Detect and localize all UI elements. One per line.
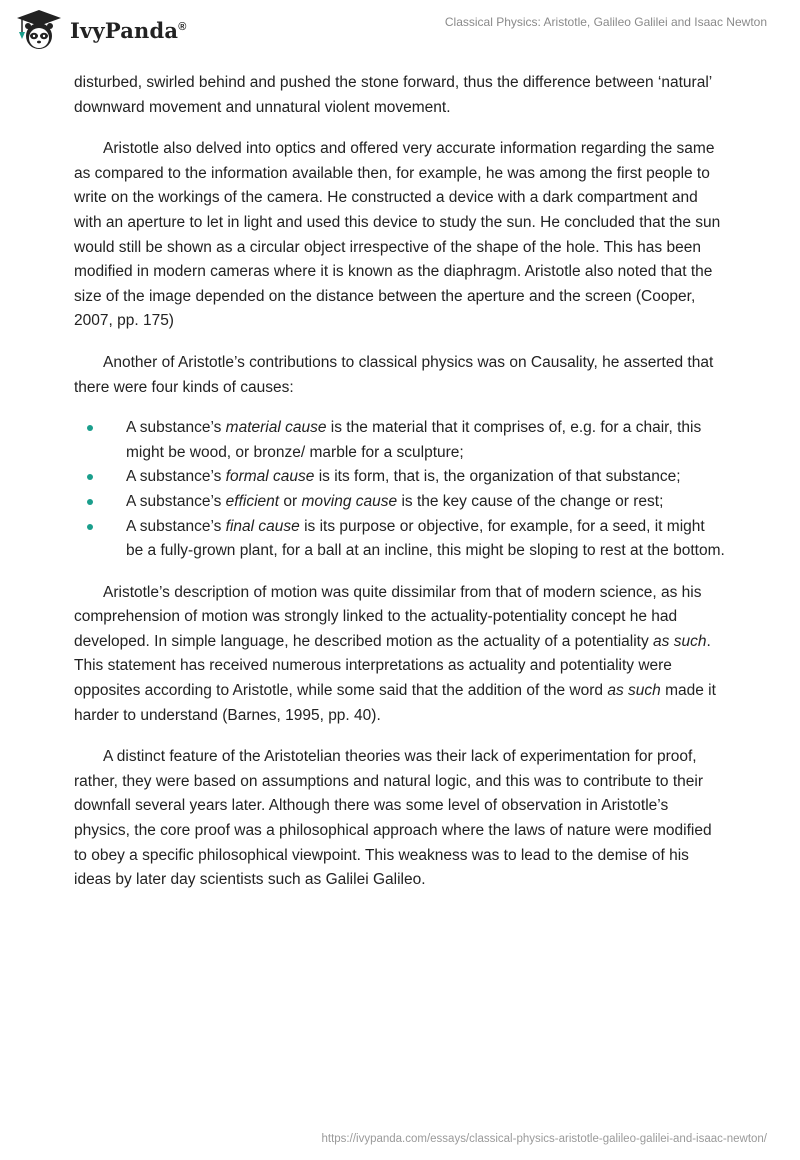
list-item: A substance’s material cause is the material that it comprises of, e.g. for a chair, this might be wood, or bronze/ marble for a sculpture; bbox=[74, 416, 726, 465]
list-item: A substance’s efficient or moving cause is the key cause of the change or rest; bbox=[74, 490, 726, 515]
bullet-dot-icon bbox=[87, 474, 93, 480]
bullet-dot-icon bbox=[87, 524, 93, 530]
ivypanda-logo[interactable] bbox=[14, 8, 187, 52]
panda-graduate-icon bbox=[14, 8, 64, 52]
causes-list bbox=[74, 416, 726, 564]
paragraph: Aristotle also delved into optics and offered very accurate information regarding the same as compared to the information available then, for example, he was among the first people to write on the workings of the camera. He constructed a device with a dark compartment and with an aperture to let in light and used this device to study the sun. He concluded that the sun would still be shown as a circular object irrespective of the shape of the hole. This has been modified in modern cameras where it is known as the diaphragm. Aristotle also noted that the size of the image depended on the distance between the aperture and the screen (Cooper, 2007, pp. 175) bbox=[74, 140, 721, 330]
source-url[interactable]: https://ivypanda.com/essays/classical-physics-aristotle-galileo-galilei-and-isaac-newton/ bbox=[321, 1133, 767, 1145]
paragraph: Aristotle’s description of motion was quite dissimilar from that of modern science, as his comprehension of motion was strongly linked to the actuality-potentiality concept he had developed. In simple language, he described motion as the actuality of a potentiality as such. This statement has received numerous interpretations as actuality and potentiality were opposites according to Aristotle, while some said that the addition of the word as such made it harder to understand (Barnes, 1995, pp. 40). bbox=[74, 583, 716, 724]
bullet-dot-icon bbox=[87, 499, 93, 505]
page-header bbox=[0, 0, 800, 66]
paragraph: Another of Aristotle’s contributions to classical physics was on Causality, he asserted that there were four kinds of causes: bbox=[74, 353, 714, 396]
list-item: A substance’s final cause is its purpose or objective, for example, for a seed, it might be a fully-grown plant, for a ball at an incline, this might be sloping to rest at the bottom. bbox=[74, 515, 726, 564]
document-title: Classical Physics: Aristotle, Galileo Galilei and Isaac Newton bbox=[444, 15, 767, 29]
brand-name: IvyPanda® bbox=[70, 17, 187, 43]
paragraph: A distinct feature of the Aristotelian theories was their lack of experimentation for proof, rather, they were based on assumptions and natural logic, and this was to contribute to their downfall several years later. Although there was some level of observation in Aristotle’s physics, the core proof was a philosophical approach where the laws of nature were modified to obey a specific philosophical viewpoint. This weakness was to lead to the demise of his ideas by later day scientists such as Galilei Galileo. bbox=[74, 748, 712, 889]
essay-body bbox=[74, 71, 726, 910]
list-item: A substance’s formal cause is its form, that is, the organization of that substance; bbox=[74, 465, 726, 490]
paragraph: disturbed, swirled behind and pushed the stone forward, thus the difference between ‘natural’ downward movement and unnatural violent movement. bbox=[74, 74, 712, 116]
bullet-dot-icon bbox=[87, 425, 93, 431]
